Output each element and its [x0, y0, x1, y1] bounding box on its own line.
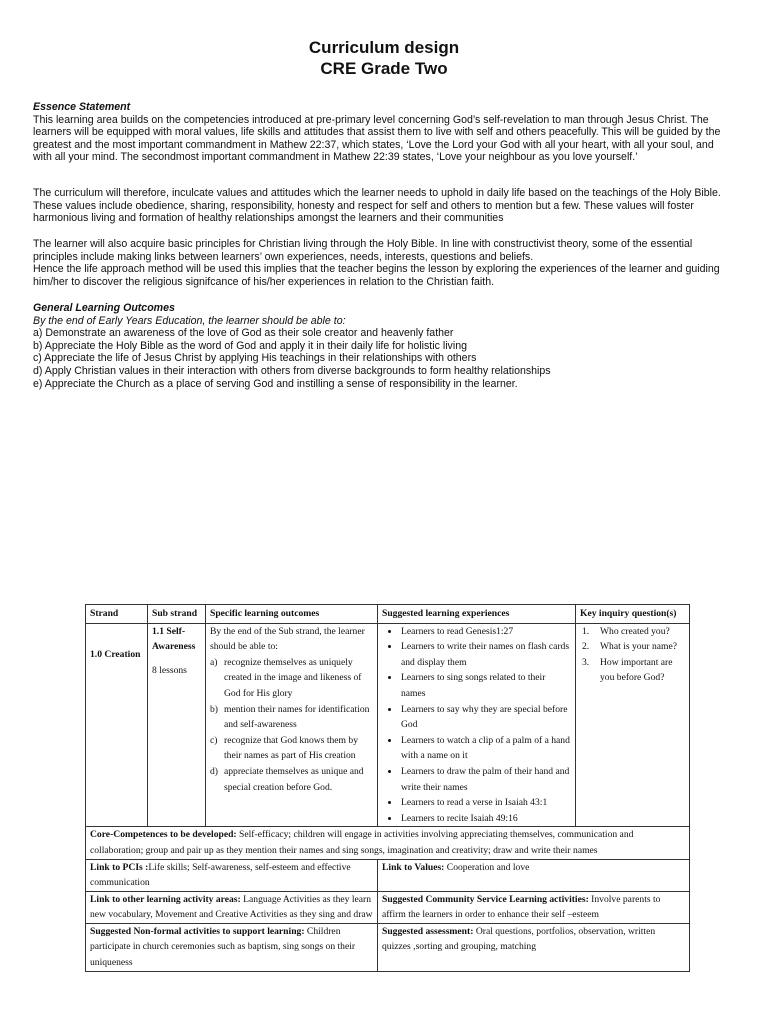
- outcome-item: b) Appreciate the Holy Bible as the word of God and apply it in their daily life for holistic living: [33, 339, 467, 352]
- experience-item: • Learners to recite Isaiah 49:16: [400, 811, 571, 827]
- essence-paragraph-2: The curriculum will therefore, inculcate values and attitudes which the learner needs to uphold in daily life based on the teachings of the Holy Bible. These values include obedience, sharing, responsibility, honesty and respect for self and others to mention but a few. These values will foster harmonious living and formation of healthy relationships amongst the learners and their communities: [33, 187, 721, 225]
- header-specific-outcomes: Specific learning outcomes: [206, 605, 378, 624]
- other-areas-label: Link to other learning activity areas:: [90, 893, 241, 905]
- essence-heading: Essence Statement: [33, 101, 131, 113]
- curriculum-table: [85, 604, 690, 972]
- table-header-row: [86, 605, 690, 624]
- essence-paragraph-4: Hence the life approach method will be used this implies that the teacher begins the lesson by exploring the experiences of the learner and guiding him/her to discover the religious signifcance of his/her experiences in relation to the Christian faith.: [33, 263, 720, 288]
- document-subtitle: CRE Grade Two: [320, 59, 448, 78]
- outcome-item: a) Demonstrate an awareness of the love of God as their sole creator and heavenly father: [33, 327, 454, 340]
- substrand-lessons: 8 lessons: [152, 664, 187, 676]
- document-title: Curriculum design: [308, 38, 460, 57]
- slo-item: [210, 764, 373, 795]
- question-text: How important are you before God?: [600, 656, 673, 684]
- experience-item: • Learners to read Genesis1:27: [400, 624, 571, 640]
- core-competences-cell: [86, 827, 690, 859]
- substrand-cell: [148, 623, 206, 827]
- non-formal-cell: [86, 923, 378, 971]
- assessment-label: Suggested assessment:: [382, 925, 474, 937]
- slo-marker: d): [210, 765, 218, 777]
- assessment-text: Oral questions, portfolios, observation, written quizzes ,sorting and grouping, matching: [382, 925, 656, 953]
- slo-cell: [206, 623, 378, 827]
- slo-text: appreciate themselves as unique and special creation before God.: [224, 765, 364, 793]
- question-item: [582, 655, 685, 686]
- community-service-cell: [378, 891, 690, 923]
- substrand-name-line1: 1.1 Self-: [152, 625, 186, 637]
- outcome-item: c) Appreciate the life of Jesus Christ by applying His teachings in their relationships with others: [33, 352, 477, 365]
- slo-item: [210, 702, 373, 733]
- slo-item: [210, 733, 373, 764]
- outcome-item: d) Apply Christian values in their interaction with others from diverse backgrounds to form healthy relationships: [33, 364, 551, 377]
- experience-item: • Learners to write their names on flash cards and display them: [400, 639, 571, 670]
- experience-item: • Learners to draw the palm of their hand and write their names: [400, 764, 571, 795]
- question-text: What is your name?: [600, 641, 677, 653]
- pci-cell: [86, 859, 378, 891]
- assessment-cell: [378, 923, 690, 971]
- experience-item: • Learners to watch a clip of a palm of a hand with a name on it: [400, 733, 571, 764]
- values-cell: [378, 859, 690, 891]
- table-row: [86, 859, 690, 891]
- slo-text: recognize themselves as uniquely created in the image and likeness of God for His glory: [224, 656, 362, 699]
- experience-item: • Learners to sing songs related to their names: [400, 670, 571, 701]
- table-row: [86, 623, 690, 827]
- pci-text: Life skills; Self-awareness, self-esteem and effective communication: [90, 861, 351, 889]
- essence-paragraph-3-group: [33, 238, 723, 288]
- substrand-name-line2: Awareness: [152, 641, 196, 653]
- non-formal-label: Suggested Non-formal activities to support learning:: [90, 925, 305, 937]
- experiences-cell: [378, 623, 576, 827]
- strand-cell: [86, 623, 148, 827]
- other-areas-text: Language Activities as they learn new vocabulary, Movement and Creative Activities as they sing and draw: [90, 893, 373, 921]
- non-formal-text: Children participate in church ceremonies such as baptism, sing songs on their uniqueness: [90, 925, 356, 969]
- experience-item: • Learners to say why they are special before God: [400, 702, 571, 733]
- outcomes-heading: General Learning Outcomes: [33, 302, 175, 314]
- question-item: [582, 639, 685, 655]
- essence-paragraph-3: The learner will also acquire basic principles for Christian living through the Holy Bible. In line with constructivist theory, some of the essential principles include making links between learners’ own experiences, needs, interests, questions and beliefs.: [33, 238, 693, 263]
- experiences-list: [382, 624, 571, 827]
- other-areas-cell: [86, 891, 378, 923]
- question-marker: 3.: [582, 656, 590, 668]
- community-service-text: Involve parents to affirm the learners in order to enhance their self –esteem: [382, 893, 661, 921]
- question-text: Who created you?: [600, 625, 670, 637]
- outcomes-list: [33, 327, 723, 390]
- table-row: [86, 891, 690, 923]
- question-marker: 2.: [582, 641, 590, 653]
- question-item: [582, 624, 685, 640]
- values-label: Link to Values:: [382, 861, 445, 873]
- slo-text: recognize that God knows them by their names as part of His creation: [224, 734, 359, 762]
- strand-name: 1.0 Creation: [90, 648, 141, 660]
- values-text: Cooperation and love: [444, 861, 530, 873]
- header-learning-experiences: Suggested learning experiences: [378, 605, 576, 624]
- outcomes-intro: By the end of Early Years Education, the learner should be able to:: [33, 314, 346, 327]
- header-sub-strand: Sub strand: [148, 605, 206, 624]
- essence-section: [33, 101, 723, 164]
- slo-item: [210, 655, 373, 702]
- slo-intro: By the end of the Sub strand, the learner should be able to:: [210, 625, 365, 653]
- slo-marker: c): [210, 734, 218, 746]
- table-row: [86, 827, 690, 859]
- community-service-label: Suggested Community Service Learning activities:: [382, 893, 589, 905]
- slo-text: mention their names for identification and self-awareness: [224, 703, 370, 731]
- header-strand: Strand: [86, 605, 148, 624]
- outcomes-section: [33, 302, 723, 390]
- questions-cell: [576, 623, 690, 827]
- essence-paragraph-1: This learning area builds on the competencies introduced at pre-primary level concerning God’s self-revelation to man through Jesus Christ. The learners will be equipped with moral values, life skills and attitudes that assist them to live with self and others peacefully. This will be guided by the greatest and the most important commandment in Mathew 22:37, which states, ‘Love the Lord your God with all your heart, with all your soul, and with all your mind. The secondmost important commandment in Mathew 22:39 states, ‘Love your neighbour as you love yourself.’: [33, 113, 721, 164]
- slo-marker: b): [210, 703, 218, 715]
- outcome-item: e) Appreciate the Church as a place of serving God and instilling a sense of responsibility in the learner.: [33, 377, 518, 390]
- header-inquiry-questions: Key inquiry question(s): [576, 605, 690, 624]
- slo-marker: a): [210, 656, 218, 668]
- question-marker: 1.: [582, 625, 590, 637]
- pci-label: Link to PCIs :: [90, 861, 149, 873]
- slo-list: [210, 655, 373, 795]
- table-row: [86, 923, 690, 971]
- questions-list: [580, 624, 685, 686]
- experience-item: • Learners to read a verse in Isaiah 43:1: [400, 795, 571, 811]
- core-competences-label: Core-Competences to be developed:: [90, 829, 237, 841]
- core-competences-text: Self-efficacy; children will engage in activities involving appreciating themselves, communication and collaboration; group and pair up as they mention their names and sing songs, imagination and creativity; draw and write their names: [90, 829, 634, 856]
